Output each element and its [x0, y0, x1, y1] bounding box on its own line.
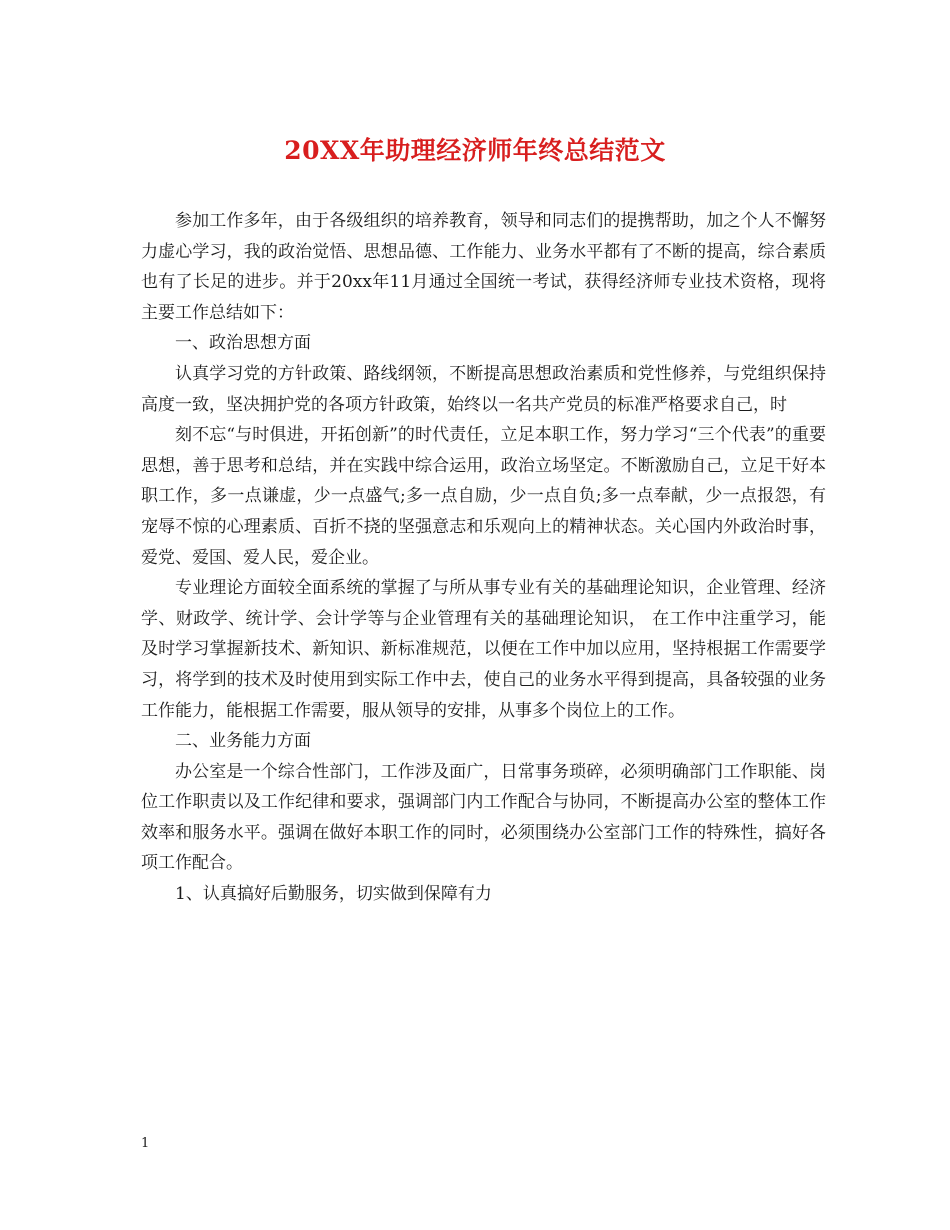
paragraph-political-attitude: 刻不忘“与时俱进，开拓创新”的时代责任，立足本职工作，努力学习“三个代表”的重要思想，善于思考和总结，并在实践中综合运用，政治立场坚定。不断激励自己，立足干好本职工作，多一点谦虚，少一点盛气;多一点自励，少一点自负;多一点奉献，少一点报怨，有宠辱不惊的心理素质、百折不挠的坚强意志和乐观向上的精神状态。关心国内外政治时事，爱党、爱国、爱人民，爱企业。: [141, 425, 826, 568]
document-body: [141, 206, 826, 910]
section-heading-business: 二、业务能力方面: [175, 731, 311, 752]
paragraph-intro: 参加工作多年，由于各级组织的培养教育，领导和同志们的提携帮助，加之个人不懈努力虚心学习，我的政治觉悟、思想品德、工作能力、业务水平都有了不断的提高，综合素质也有了长足的进步。并于20xx年11月通过全国统一考试，获得经济师专业技术资格，现将主要工作总结如下：: [141, 211, 826, 323]
page-number: 1: [141, 1136, 150, 1151]
document-title: 20XX年助理经济师年终总结范文: [284, 136, 666, 165]
section-heading-political: 一、政治思想方面: [175, 333, 311, 354]
paragraph-political-study: 认真学习党的方针政策、路线纲领，不断提高思想政治素质和党性修养，与党组织保持高度一致，坚决拥护党的各项方针政策，始终以一名共产党员的标准严格要求自己，时: [141, 363, 826, 415]
subheading-logistics: 1、认真搞好后勤服务，切实做到保障有力: [175, 884, 492, 905]
paragraph-professional-theory: 专业理论方面较全面系统的掌握了与所从事专业有关的基础理论知识，企业管理、经济学、财政学、统计学、会计学等与企业管理有关的基础理论知识， 在工作中注重学习，能及时学习掌握新技术、新知识、新标准规范，以便在工作中加以应用，坚持根据工作需要学习，将学到的技术及时使用到实际工作中去，使自己的业务水平得到提高，具备较强的业务工作能力，能根据工作需要，服从领导的安排，从事多个岗位上的工作。: [141, 578, 826, 721]
paragraph-office-work: 办公室是一个综合性部门，工作涉及面广，日常事务琐碎，必须明确部门工作职能、岗位工作职责以及工作纪律和要求，强调部门内工作配合与协同，不断提高办公室的整体工作效率和服务水平。强调在做好本职工作的同时，必须围绕办公室部门工作的特殊性，搞好各项工作配合。: [141, 761, 826, 874]
